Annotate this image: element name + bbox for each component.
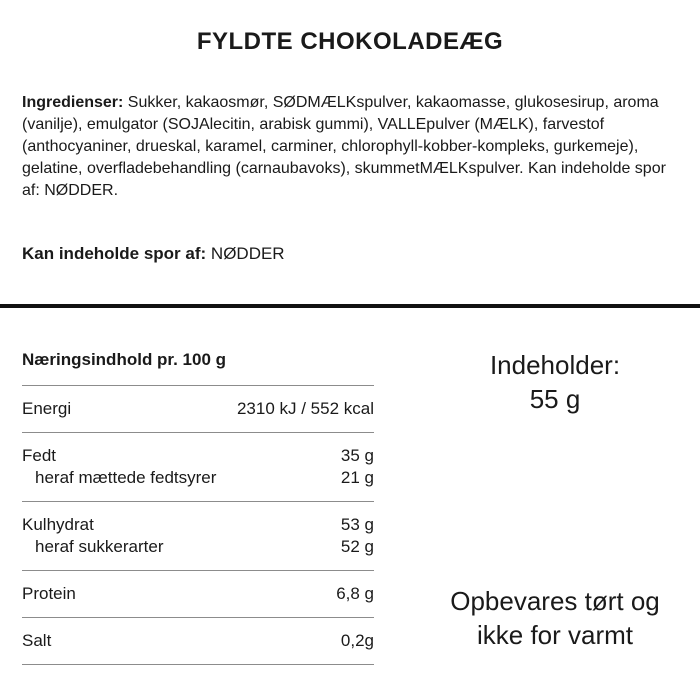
nutrient-name: Protein	[22, 584, 76, 603]
nutrition-section	[0, 308, 700, 692]
nutrition-group-energy	[22, 386, 374, 433]
table-row	[22, 398, 374, 420]
allergen-statement	[22, 244, 678, 264]
allergen-value: NØDDER	[206, 244, 285, 263]
nutrient-name: Fedt	[22, 446, 57, 465]
table-row	[22, 583, 374, 605]
nutrient-value: 52 g	[340, 537, 374, 556]
nutrient-value: 2310 kJ / 552 kcal	[236, 399, 374, 418]
nutrition-table	[22, 350, 374, 665]
storage-line-2: ikke for varmt	[476, 620, 634, 650]
nutrient-name: Salt	[22, 631, 52, 650]
ingredients-text: Sukker, kakaosmør, SØDMÆLKspulver, kakaomasse, glukosesirup, aroma (vanilje), emulgator (SOJAlecitin, arabisk gummi), VALLEpulver (MÆLK), farvestof (anthocyaniner, drueskal, karamel, carminer, chlorophyll-kobber-kompleks, gurkemeje), gelatine, overfladebehandling (carnaubavoks), skummetMÆLKspulver. Kan indeholde spor af: NØDDER.	[22, 94, 666, 199]
ingredients-paragraph	[22, 92, 678, 202]
table-row	[22, 467, 374, 489]
nutrient-value: 0,2g	[340, 631, 374, 650]
net-contents	[410, 348, 700, 416]
nutrient-name: heraf mættede fedtsyrer	[35, 468, 217, 487]
allergen-label: Kan indeholde spor af:	[22, 244, 207, 263]
nutrient-value: 35 g	[340, 446, 374, 465]
ingredients-label: Ingredienser:	[22, 94, 124, 111]
nutrition-group-carbohydrate	[22, 502, 374, 571]
nutrient-value: 53 g	[340, 515, 374, 534]
net-contents-label: Indeholder:	[489, 350, 621, 380]
storage-instructions	[410, 584, 700, 652]
nutrient-name: heraf sukkerarter	[35, 537, 164, 556]
nutrition-group-fat	[22, 433, 374, 502]
table-row	[22, 445, 374, 467]
nutrition-table-header: Næringsindhold pr. 100 g	[22, 350, 374, 386]
storage-line-1: Opbevares tørt og	[450, 586, 660, 616]
nutrition-group-protein	[22, 571, 374, 618]
nutrient-name: Kulhydrat	[22, 515, 94, 534]
table-row	[22, 514, 374, 536]
product-label	[0, 28, 700, 700]
product-title: FYLDTE CHOKOLADEÆG	[196, 28, 504, 55]
table-row	[22, 536, 374, 558]
nutrition-group-salt	[22, 618, 374, 665]
nutrient-value: 6,8 g	[336, 584, 374, 603]
table-row	[22, 630, 374, 652]
nutrient-name: Energi	[22, 399, 72, 418]
net-contents-value: 55 g	[529, 384, 581, 414]
nutrient-value: 21 g	[340, 468, 374, 487]
